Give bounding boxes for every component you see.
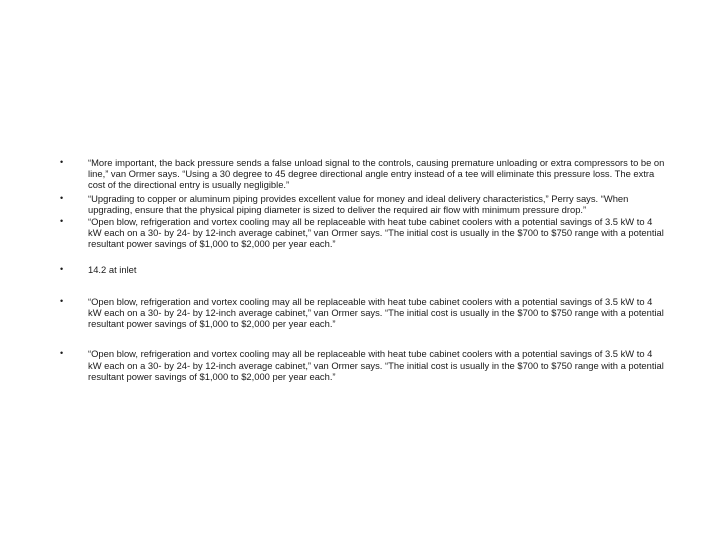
bullet-icon: •	[60, 192, 64, 203]
bullet-item	[58, 348, 666, 382]
bullet-text: “Upgrading to copper or aluminum piping provides excellent value for money and ideal delivery characteristics,” Perry says. “When upgrading, ensure that the physical piping diameter is sized to deliver the required air flow with minimum pressure drop.”	[88, 192, 629, 215]
bullet-item	[58, 296, 666, 330]
bullet-item	[58, 264, 666, 275]
bullet-text: “Open blow, refrigeration and vortex cooling may all be replaceable with heat tube cabinet coolers with a potential savings of 3.5 kW to 4 kW each on a 30- by 24- by 12-inch average cabinet,” van Ormer says. “The initial cost is usually in the $700 to $750 range with a potential resultant power savings of $1,000 to $2,000 per year each.”	[88, 216, 664, 250]
bullet-text: “Open blow, refrigeration and vortex cooling may all be replaceable with heat tube cabinet coolers with a potential savings of 3.5 kW to 4 kW each on a 30- by 24- by 12-inch average cabinet,” van Ormer says. “The initial cost is usually in the $700 to $750 range with a potential resultant power savings of $1,000 to $2,000 per year each.”	[88, 295, 664, 330]
bullet-text: “Open blow, refrigeration and vortex cooling may all be replaceable with heat tube cabinet coolers with a potential savings of 3.5 kW to 4 kW each on a 30- by 24- by 12-inch average cabinet,” van Ormer says. “The initial cost is usually in the $700 to $750 range with a potential resultant power savings of $1,000 to $2,000 per year each.”	[88, 348, 664, 382]
bullet-text: 14.2 at inlet	[88, 263, 137, 275]
bullet-icon: •	[60, 216, 64, 227]
bullet-item	[58, 216, 666, 250]
bullet-text: “More important, the back pressure sends a false unload signal to the controls, causing premature unloading or extra compressors to be on line,” van Ormer says. “Using a 30 degree to 45 degree directional angle entry instead of a tee will eliminate this pressure loss. The extra cost of the directional entry is usually negligible.”	[88, 157, 665, 191]
bullet-icon: •	[60, 348, 64, 359]
bullet-list	[58, 157, 666, 382]
bullet-icon: •	[60, 263, 64, 274]
bullet-item	[58, 193, 666, 215]
bullet-icon: •	[60, 295, 64, 306]
bullet-icon: •	[60, 157, 64, 167]
bullet-item	[58, 157, 666, 191]
